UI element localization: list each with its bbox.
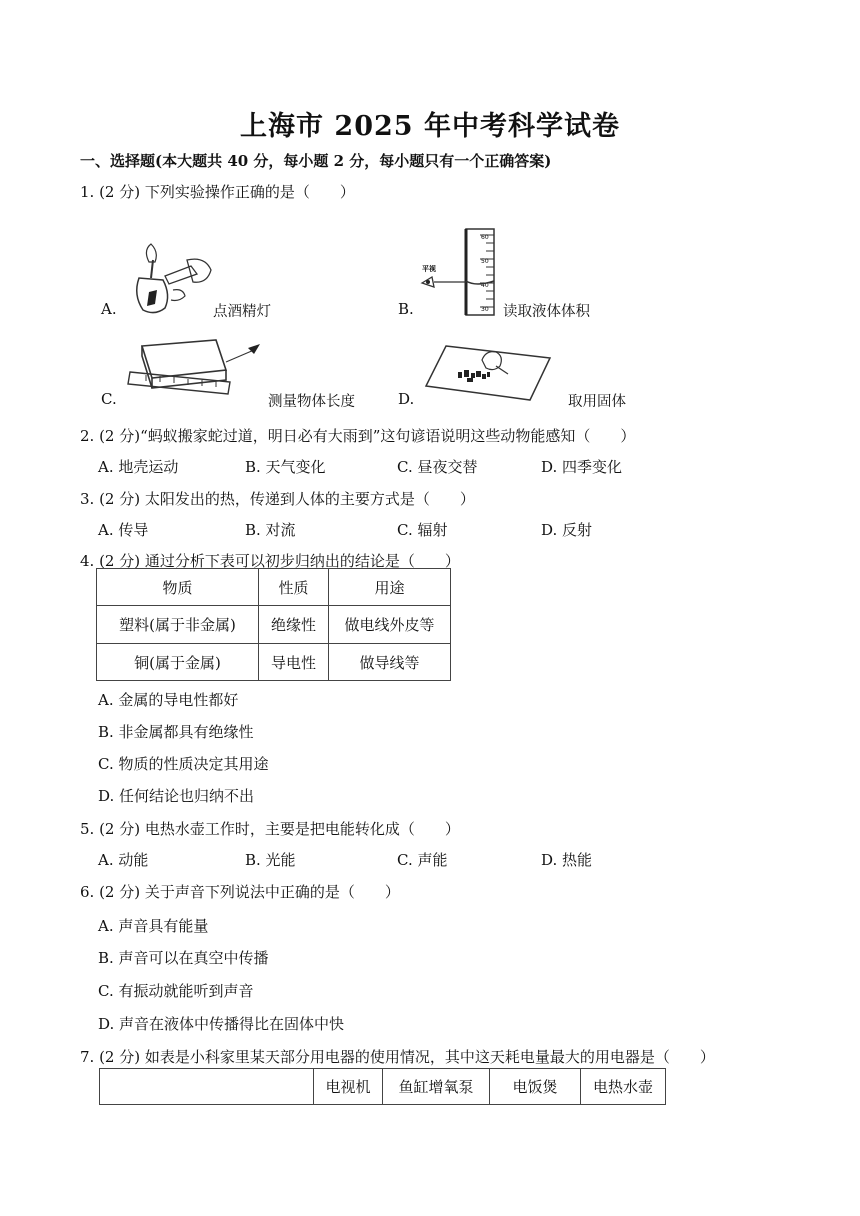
question-6-stem: 6. (2 分) 关于声音下列说法中正确的是（ ） (80, 883, 400, 901)
solid-sampling-illustration (424, 342, 552, 402)
question-3-stem: 3. (2 分) 太阳发出的热，传递到人体的主要方式是（ ） (80, 490, 475, 508)
q1-option-c-caption: 测量物体长度 (268, 394, 355, 410)
q1-option-c-letter: C. (101, 390, 117, 408)
table-header-cell: 用途 (329, 569, 451, 606)
q1-option-d-letter: D. (398, 390, 415, 408)
q2-option-c: C. 昼夜交替 (397, 458, 478, 476)
question-2-stem: 2. (2 分)“蚂蚁搬家蛇过道，明日必有大雨到”这句谚语说明这些动物能感知（ ） (80, 427, 636, 445)
q5-option-b: B. 光能 (245, 851, 296, 869)
section-heading: 一、选择题(本大题共 40 分，每小题 2 分，每小题只有一个正确答案) (80, 152, 552, 170)
q3-option-a: A. 传导 (98, 521, 149, 539)
q5-option-c: C. 声能 (397, 851, 448, 869)
q7-appliance-table (99, 1068, 666, 1105)
q4-option-a: A. 金属的导电性都好 (98, 691, 239, 709)
q4-option-c: C. 物质的性质决定其用途 (98, 755, 269, 773)
scale-tick-50: 50 (481, 258, 489, 265)
scale-tick-60: 60 (481, 234, 489, 241)
table-cell: 导电性 (259, 644, 329, 681)
graduated-cylinder-illustration (418, 225, 498, 319)
table-header-cell: 电视机 (314, 1069, 383, 1105)
table-cell: 塑料(属于非金属) (97, 606, 259, 644)
question-1-stem: 1. (2 分) 下列实验操作正确的是（ ） (80, 183, 355, 201)
q6-option-d: D. 声音在液体中传播得比在固体中快 (98, 1015, 345, 1033)
table-header-cell: 电热水壶 (581, 1069, 666, 1105)
q3-option-d: D. 反射 (541, 521, 593, 539)
q2-option-d: D. 四季变化 (541, 458, 623, 476)
q1-option-b-letter: B. (398, 300, 414, 318)
table-cell: 铜(属于金属) (97, 644, 259, 681)
table-header-cell: 性质 (259, 569, 329, 606)
question-4-stem: 4. (2 分) 通过分析下表可以初步归纳出的结论是（ ） (80, 552, 460, 570)
q3-option-b: B. 对流 (245, 521, 296, 539)
table-header-cell: 电饭煲 (490, 1069, 581, 1105)
q4-option-b: B. 非金属都具有绝缘性 (98, 723, 254, 741)
q3-option-c: C. 辐射 (397, 521, 448, 539)
ruler-measuring-illustration (126, 336, 266, 398)
q5-option-d: D. 热能 (541, 851, 593, 869)
q1-option-b-caption: 读取液体体积 (503, 304, 590, 320)
table-cell: 绝缘性 (259, 606, 329, 644)
table-row (97, 644, 451, 681)
q2-option-b: B. 天气变化 (245, 458, 326, 476)
scale-tick-30: 30 (481, 306, 489, 313)
q5-option-a: A. 动能 (98, 851, 149, 869)
table-cell: 做电线外皮等 (329, 606, 451, 644)
q6-option-c: C. 有振动就能听到声音 (98, 982, 254, 1000)
q2-option-a: A. 地壳运动 (98, 458, 179, 476)
table-header-cell: 物质 (97, 569, 259, 606)
table-header-row (97, 569, 451, 606)
q4-option-d: D. 任何结论也归纳不出 (98, 787, 255, 805)
q1-option-a-caption: 点酒精灯 (213, 304, 271, 320)
q1-option-a-letter: A. (101, 300, 117, 318)
question-7-stem: 7. (2 分) 如表是小科家里某天部分用电器的使用情况，其中这天耗电量最大的用电器是（ ） (80, 1048, 715, 1066)
table-header-cell (100, 1069, 314, 1105)
page-title: 上海市 2025 年中考科学试卷 (240, 111, 620, 142)
q6-option-a: A. 声音具有能量 (98, 917, 209, 935)
scale-tick-40: 40 (481, 282, 489, 289)
question-5-stem: 5. (2 分) 电热水壶工作时，主要是把电能转化成（ ） (80, 820, 460, 838)
q6-option-b: B. 声音可以在真空中传播 (98, 949, 269, 967)
table-header-cell: 鱼缸增氧泵 (383, 1069, 490, 1105)
q4-property-table (96, 568, 451, 681)
table-header-row (100, 1069, 666, 1105)
table-cell: 做导线等 (329, 644, 451, 681)
q1-option-d-caption: 取用固体 (568, 394, 626, 410)
view-label: 平视 (422, 265, 436, 273)
alcohol-lamp-illustration (125, 240, 215, 318)
table-row (97, 606, 451, 644)
